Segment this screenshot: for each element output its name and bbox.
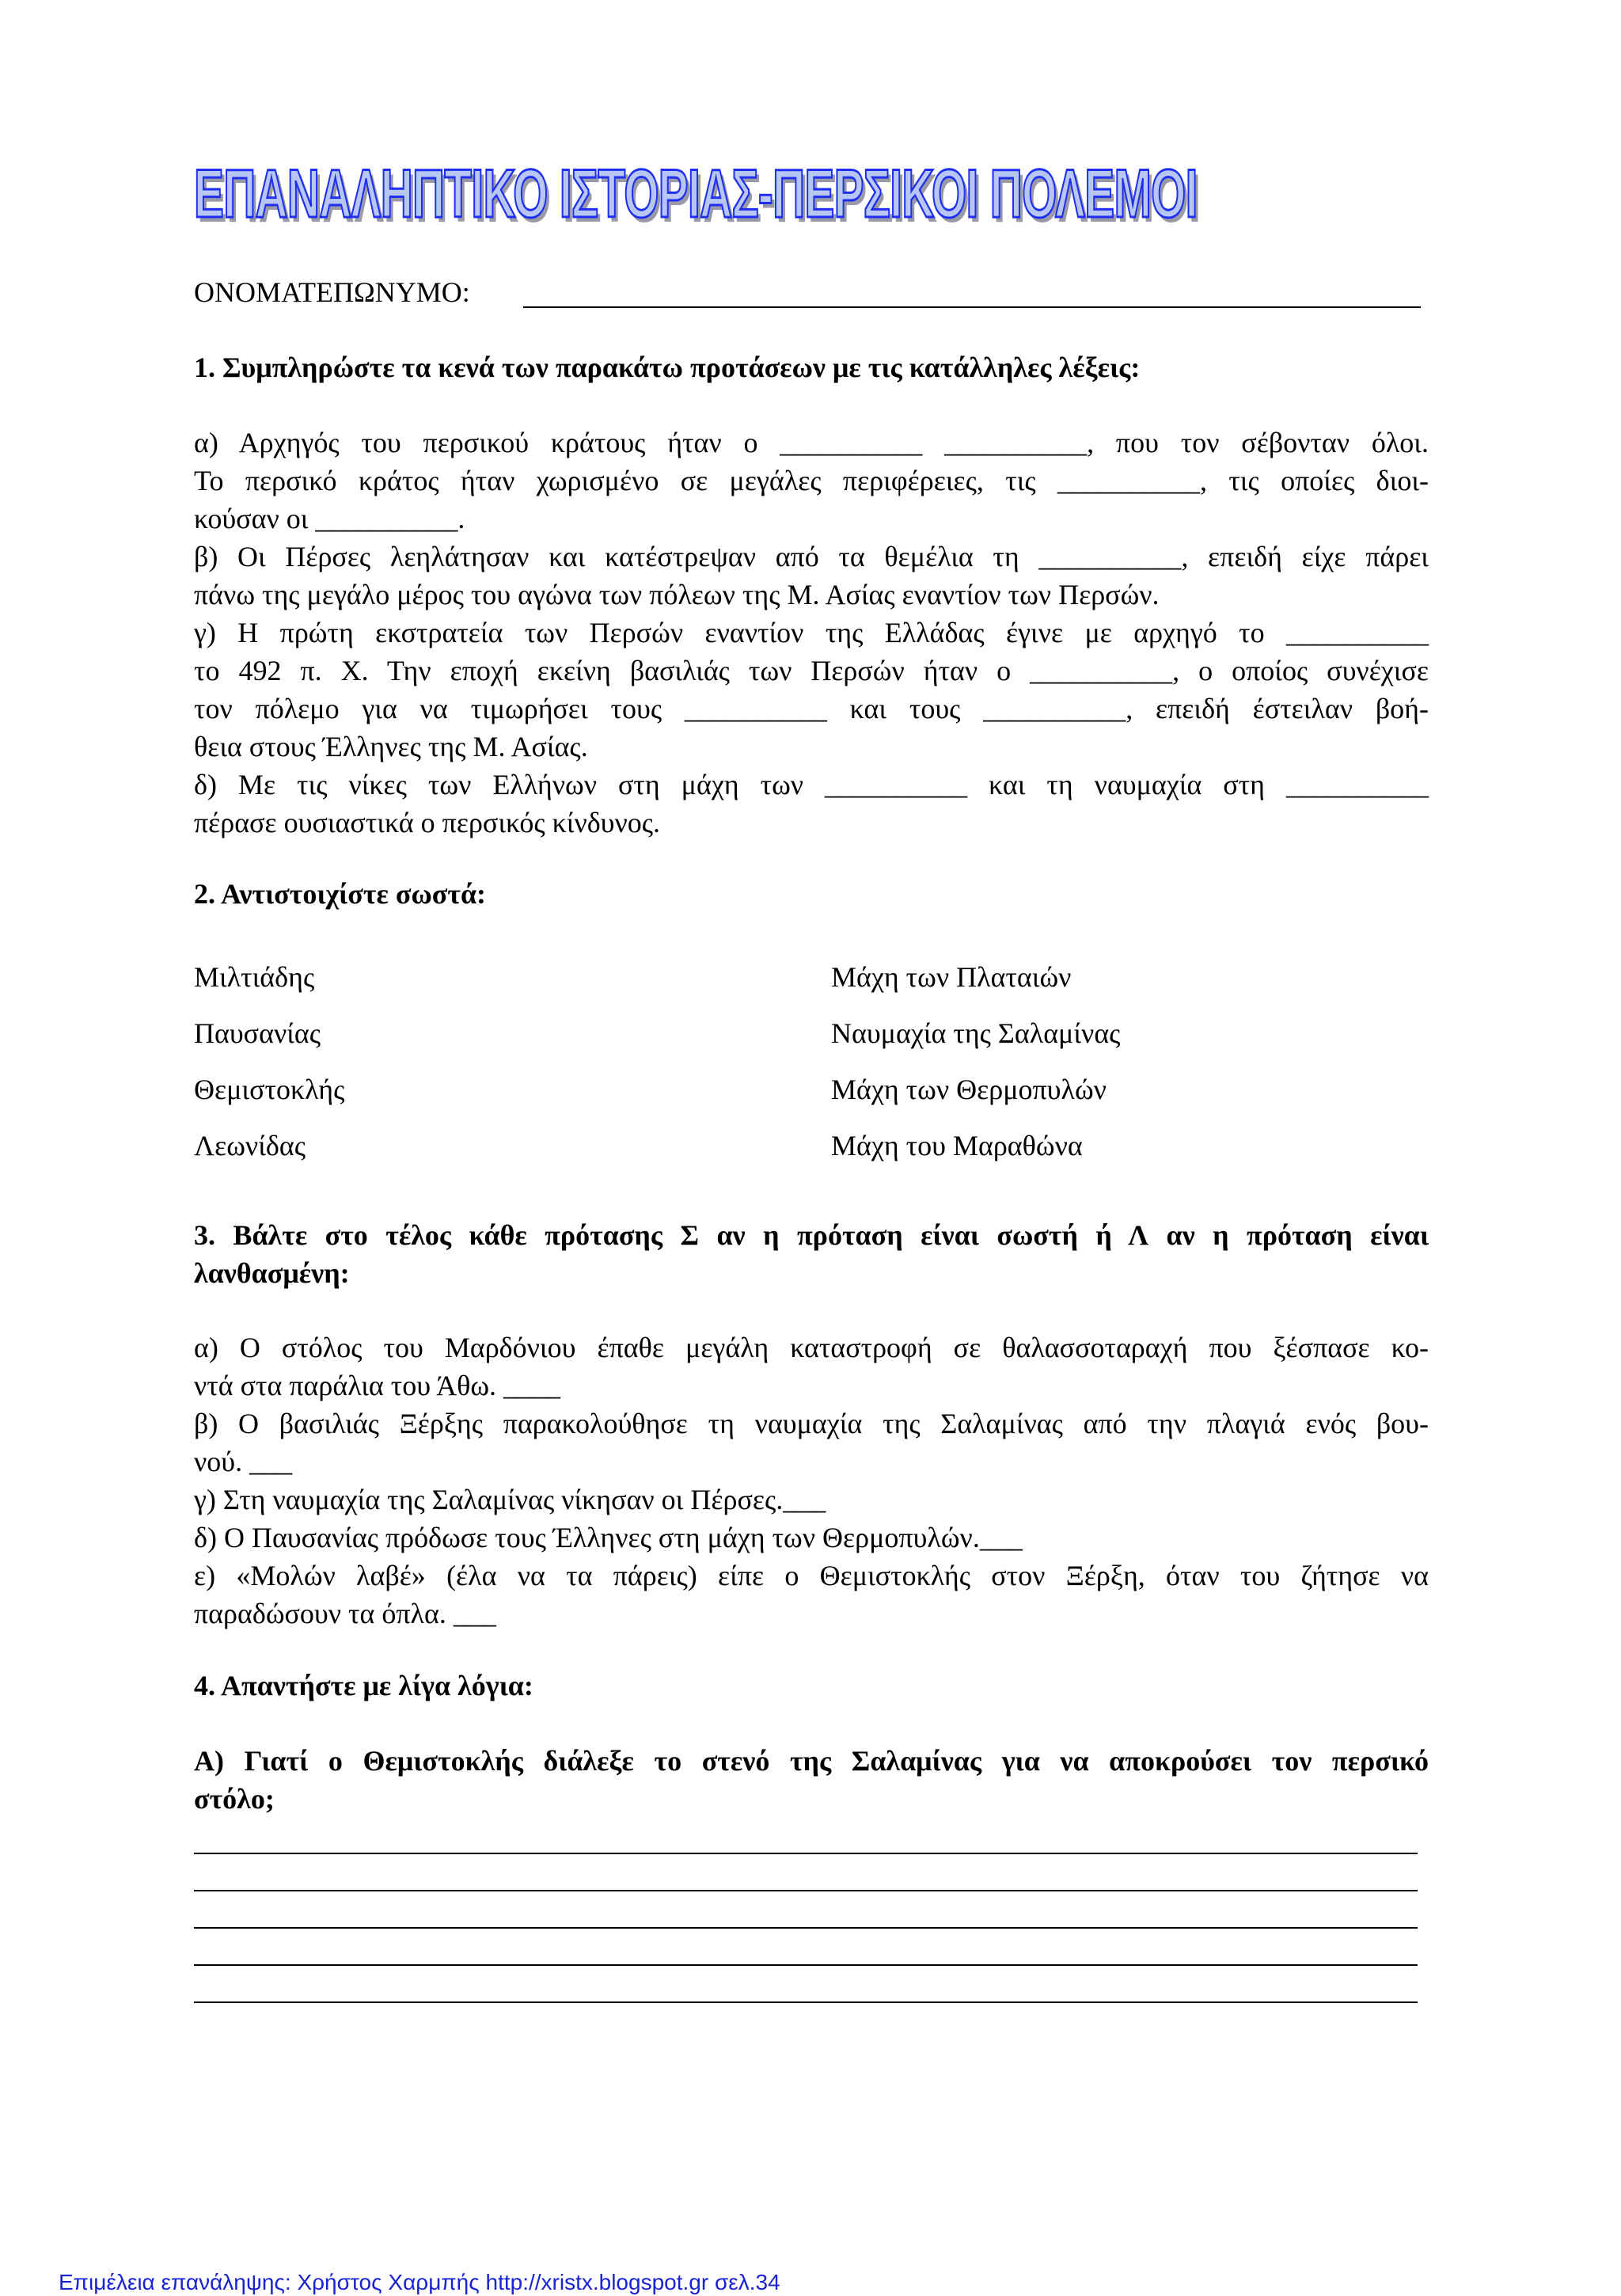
worksheet-title: ΕΠΑΝΑΛΗΠΤΙΚΟ ΙΣΤΟΡΙΑΣ-ΠΕΡΣΙΚΟΙ ΠΟΛΕΜΟΙ bbox=[194, 156, 1198, 232]
q1-line: τον πόλεμο για να τιμωρήσει τους __________ και τους __________, επειδή έστειλαν βοή- bbox=[194, 693, 1429, 724]
answer-line[interactable] bbox=[194, 1927, 1418, 1929]
q3-line: γ) Στη ναυμαχία της Σαλαμίνας νίκησαν οι Πέρσες.___ bbox=[194, 1484, 826, 1515]
match-left-item[interactable]: Λεωνίδας bbox=[194, 1130, 306, 1161]
q1-line: το 492 π. Χ. Την εποχή εκείνη βασιλιάς των Περσών ήταν ο __________, ο οποίος συνέχισε bbox=[194, 655, 1429, 686]
answer-line[interactable] bbox=[194, 1890, 1418, 1891]
q1-line: δ) Με τις νίκες των Ελλήνων στη μάχη των __________ και τη ναυμαχία στη __________ bbox=[194, 769, 1429, 800]
q3-line: ντά στα παράλια του Άθω. ____ bbox=[194, 1370, 561, 1401]
q4-subquestion-cont: στόλο; bbox=[194, 1783, 275, 1815]
q1-line: πάνω της μεγάλο μέρος του αγώνα των πόλεων της Μ. Ασίας εναντίον των Περσών. bbox=[194, 579, 1160, 610]
answer-line[interactable] bbox=[194, 2001, 1418, 2003]
q2-heading: 2. Αντιστοιχίστε σωστά: bbox=[194, 878, 487, 910]
match-left-item[interactable]: Μιλτιάδης bbox=[194, 961, 315, 993]
q3-line: παραδώσουν τα όπλα. ___ bbox=[194, 1598, 496, 1629]
q1-line: α) Αρχηγός του περσικού κράτους ήταν ο __________ __________, που τον σέβονταν όλοι. bbox=[194, 427, 1429, 458]
q1-heading: 1. Συμπληρώστε τα κενά των παρακάτω προτάσεων με τις κατάλληλες λέξεις: bbox=[194, 352, 1141, 383]
q3-line: β) Ο βασιλιάς Ξέρξης παρακολούθησε τη ναυμαχία της Σαλαμίνας από την πλαγιά ενός βου- bbox=[194, 1408, 1429, 1439]
q1-line: β) Οι Πέρσες λεηλάτησαν και κατέστρεψαν από τα θεμέλια τη __________, επειδή είχε πάρει bbox=[194, 541, 1429, 572]
q3-line: ε) «Μολών λαβέ» (έλα να τα πάρεις) είπε ο Θεμιστοκλής στον Ξέρξη, όταν του ζήτησε να bbox=[194, 1560, 1429, 1591]
q1-line: κούσαν οι __________. bbox=[194, 503, 465, 534]
answer-line[interactable] bbox=[194, 1853, 1418, 1854]
q3-line: α) Ο στόλος του Μαρδόνιου έπαθε μεγάλη καταστροφή σε θαλασσοταραχή που ξέσπασε κο- bbox=[194, 1332, 1429, 1363]
match-left-item[interactable]: Παυσανίας bbox=[194, 1017, 321, 1049]
q4-heading: 4. Απαντήστε με λίγα λόγια: bbox=[194, 1670, 533, 1701]
match-right-item[interactable]: Μάχη του Μαραθώνα bbox=[831, 1130, 1083, 1161]
q1-line: θεια στους Έλληνες της Μ. Ασίας. bbox=[194, 731, 588, 762]
match-left-item[interactable]: Θεμιστοκλής bbox=[194, 1074, 345, 1105]
answer-line[interactable] bbox=[194, 1964, 1418, 1966]
match-right-item[interactable]: Μάχη των Θερμοπυλών bbox=[831, 1074, 1107, 1105]
name-label: ΟΝΟΜΑΤΕΠΩΝΥΜΟ: bbox=[194, 276, 470, 308]
q1-line: γ) Η πρώτη εκστρατεία των Περσών εναντίον της Ελλάδας έγινε με αρχηγό το __________ bbox=[194, 617, 1429, 648]
q3-heading-cont: λανθασμένη: bbox=[194, 1257, 350, 1289]
q3-heading: 3. Βάλτε στο τέλος κάθε πρότασης Σ αν η πρόταση είναι σωστή ή Λ αν η πρόταση είναι bbox=[194, 1219, 1429, 1251]
q3-line: νού. ___ bbox=[194, 1446, 293, 1477]
page-footer: Επιμέλεια επανάληψης: Χρήστος Χαρμπής http://xristx.blogspot.gr σελ.34 bbox=[59, 2270, 780, 2294]
match-right-item[interactable]: Μάχη των Πλαταιών bbox=[831, 961, 1072, 993]
q1-line: Το περσικό κράτος ήταν χωρισμένο σε μεγάλες περιφέρειες, τις __________, τις οποίες διοι- bbox=[194, 465, 1429, 496]
match-right-item[interactable]: Ναυμαχία της Σαλαμίνας bbox=[831, 1017, 1121, 1049]
q3-line: δ) Ο Παυσανίας πρόδωσε τους Έλληνες στη μάχη των Θερμοπυλών.___ bbox=[194, 1522, 1023, 1553]
q1-line: πέρασε ουσιαστικά ο περσικός κίνδυνος. bbox=[194, 807, 661, 838]
q4-subquestion: Α) Γιατί ο Θεμιστοκλής διάλεξε το στενό της Σαλαμίνας για να αποκρούσει τον περσικό bbox=[194, 1745, 1429, 1777]
name-answer-line[interactable] bbox=[523, 306, 1421, 308]
